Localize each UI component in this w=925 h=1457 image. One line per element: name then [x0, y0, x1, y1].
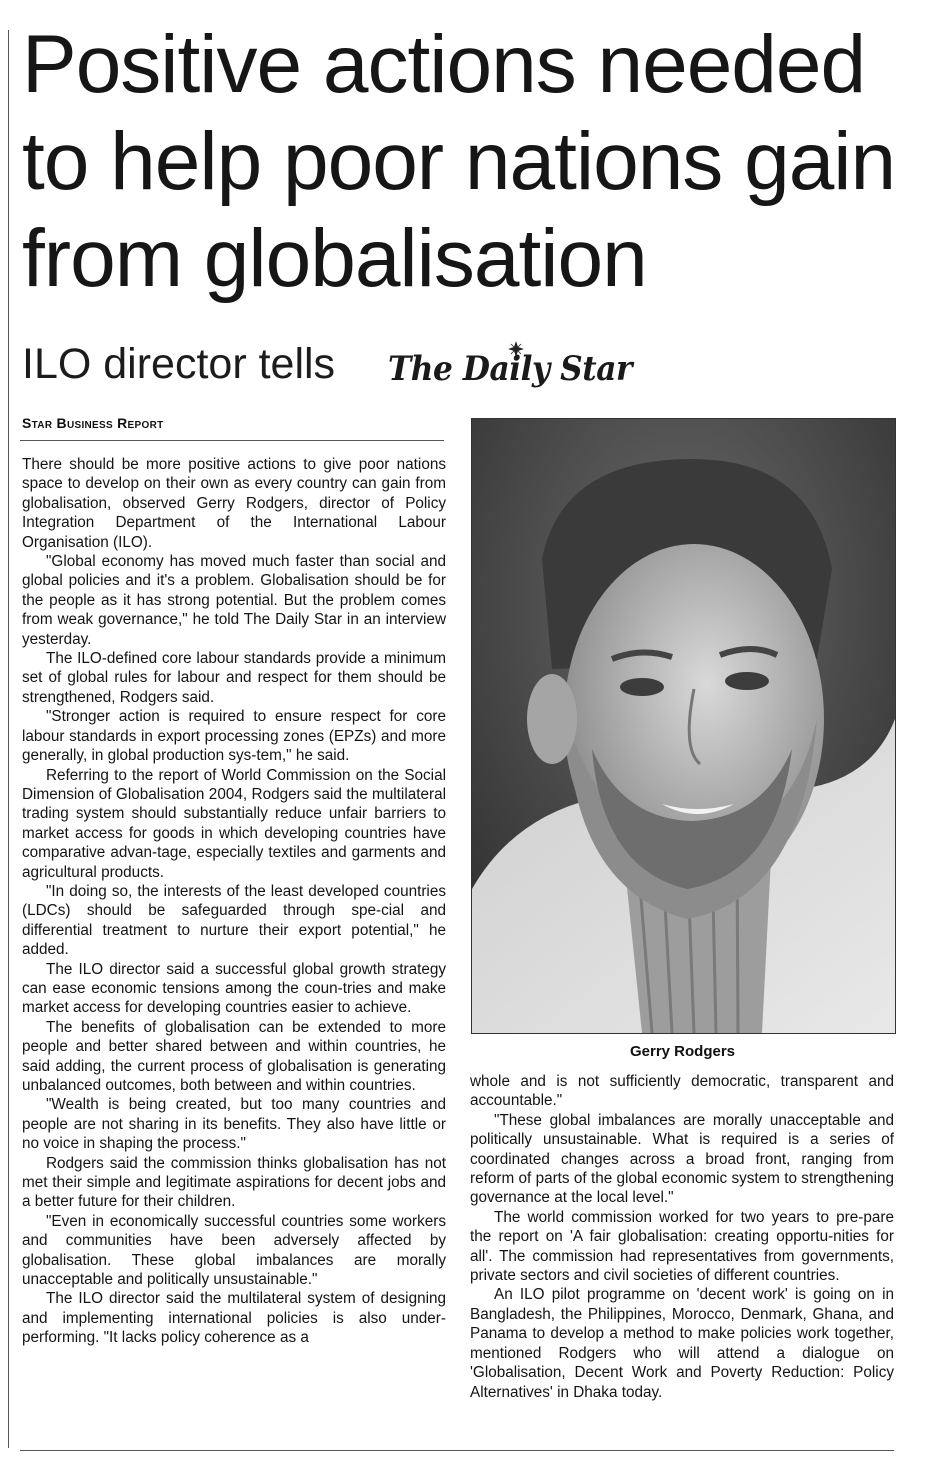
portrait-illustration [472, 419, 895, 1033]
article-paragraph: There should be more positive actions to give poor nations space to develop on their own as every country can gain from globalisation, observed Gerry Rodgers, director of Policy Integration Department of the International Labour Organisation (ILO). [22, 456, 446, 551]
daily-star-masthead-logo [382, 340, 642, 392]
article-paragraph: whole and is not sufficiently democratic, transparent and accountable." [470, 1073, 894, 1110]
article-paragraph: Referring to the report of World Commission on the Social Dimension of Globalisation 2004, Rodgers said the multilateral trading system should substantially reduce unfair barriers to market access for goods in which developing countries have comparative advan-tage, especially textiles and garments and agricultural products. [22, 766, 446, 881]
article-paragraph: "Stronger action is required to ensure respect for core labour standards in export processing zones (EPZs) and more generally, in global production sys-tem," he said. [22, 708, 446, 765]
photo-caption: Gerry Rodgers [629, 1043, 736, 1060]
article-paragraph: Rodgers said the commission thinks globalisation has not met their simple and legitimate aspirations for decent jobs and a better future for their children. [22, 1154, 446, 1211]
byline-divider [20, 440, 444, 441]
article-column-2 [470, 1072, 894, 1402]
headline: Positive actions needed to help poor nations gain from globalisation [22, 19, 896, 304]
byline: Star Business Report [22, 415, 164, 431]
article-paragraph: "Even in economically successful countries some workers and communities have been adversely affected by globalisation. These global imbalances are morally unacceptable and politically unsustainable." [22, 1212, 446, 1289]
masthead-wordmark: The Daily Star [388, 349, 635, 389]
portrait-photo [471, 418, 896, 1034]
bottom-rule [20, 1450, 894, 1451]
article-paragraph: "These global imbalances are morally unacceptable and politically unsustainable. What is required is a series of coordinated changes across a broad front, ranging from reform of parts of the global economic system to strengthening governance at the local level." [470, 1111, 894, 1207]
article-paragraph: The ILO director said a successful global growth strategy can ease economic tensions among the coun-tries and make market access for developing countries easier to achieve. [22, 960, 446, 1017]
column-rule-left [8, 30, 9, 1448]
article-column-1 [22, 455, 446, 1348]
article-paragraph: The ILO director said the multilateral system of designing and implementing international policies is also under-performing. "It lacks policy coherence as a [22, 1290, 446, 1347]
article-paragraph: The world commission worked for two years to pre-pare the report on 'A fair globalisation: creating opportu-nities for all'. The commission had representatives from governments, private sectors and civil societies of different countries. [470, 1208, 894, 1285]
article-paragraph: "Wealth is being created, but too many countries and people are not sharing in its benefits. They also have little or no voice in shaping the process." [22, 1096, 446, 1153]
article-paragraph: An ILO pilot programme on 'decent work' is going on in Bangladesh, the Philippines, Morocco, Denmark, Ghana, and Panama to develop a method to make policies work together, mentioned Rodgers who will attend a dialogue on 'Globalisation, Decent Work and Poverty Reduction: Policy Alternatives' in Dhaka today. [470, 1286, 894, 1401]
article-paragraph: The ILO-defined core labour standards provide a minimum set of global rules for labour and respect for them should be strengthened, Rodgers said. [22, 650, 446, 706]
article-paragraph: "In doing so, the interests of the least developed countries (LDCs) should be safeguarded through spe-cial and differential treatment to nurture their export potential," he added. [22, 882, 446, 959]
article-paragraph: The benefits of globalisation can be extended to more people and better shared between and within countries, he said adding, the current process of globalisation is generating unbalanced outcomes, both between and within countries. [22, 1018, 446, 1094]
subheadline: ILO director tells [22, 340, 336, 388]
article-paragraph: "Global economy has moved much faster than social and global policies and it's a problem. Globalisation should be for the people as it has strong potential. But the problem comes from weak governance," he told The Daily Star in an interview yesterday. [22, 553, 446, 648]
